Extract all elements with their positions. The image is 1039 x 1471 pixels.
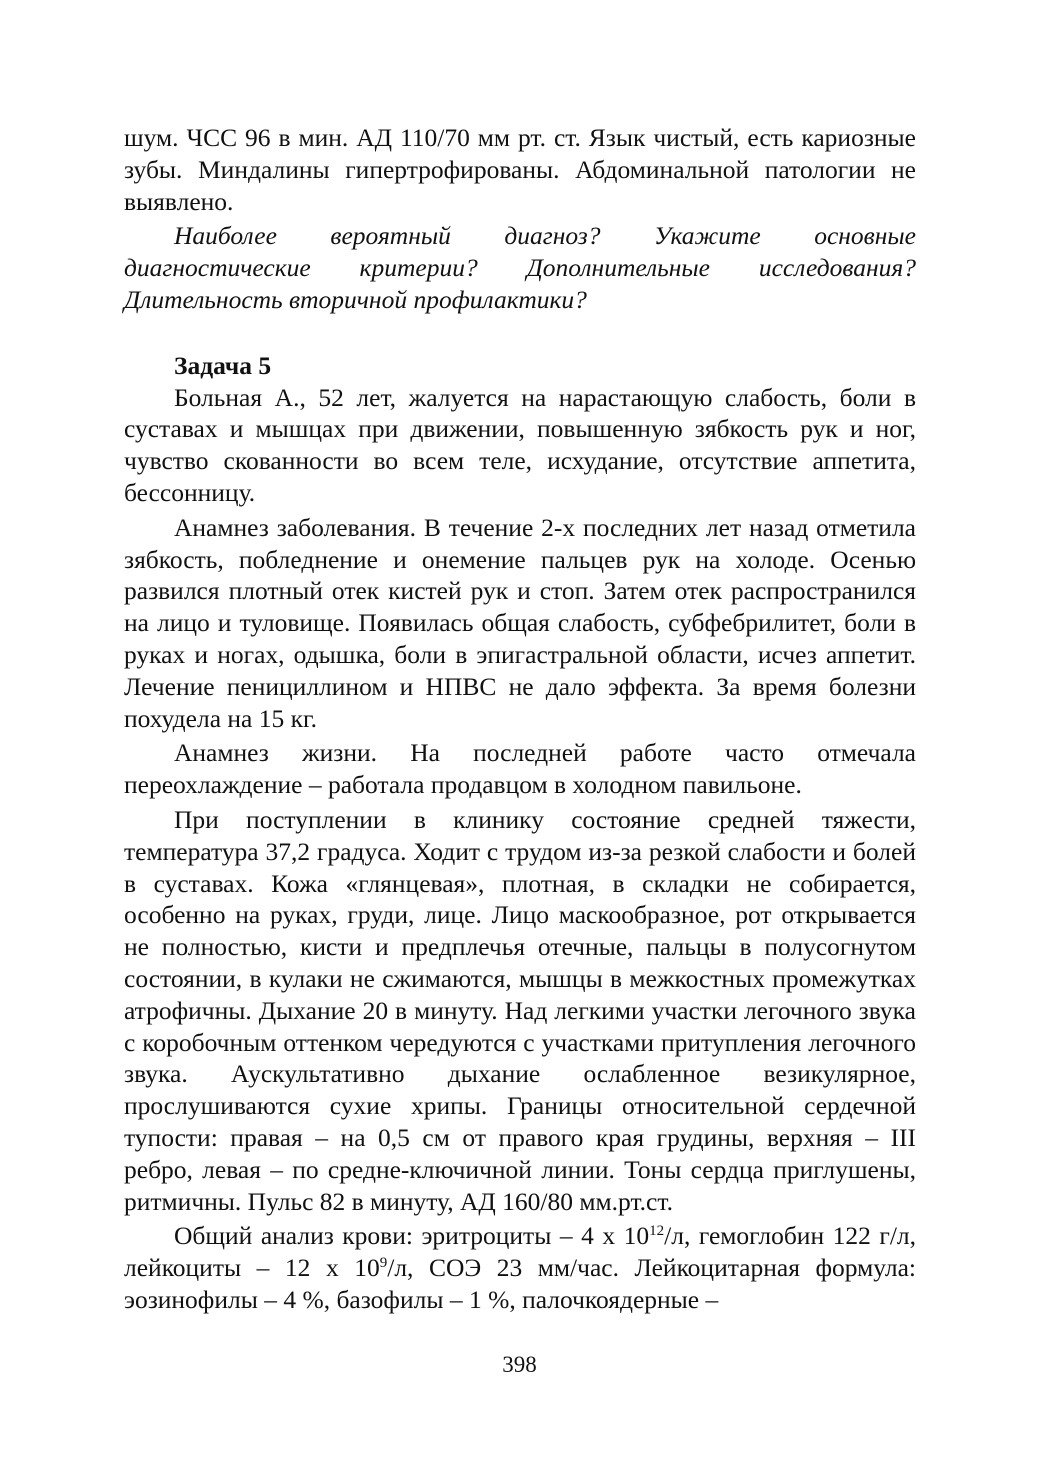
task-questions: Наиболее вероятный диагноз? Укажите основные диагностические критерии? Дополнительные исследования? Длительность вторичной профилактики? (124, 221, 916, 314)
blood-exponent-1: 12 (649, 1223, 665, 1240)
admission-paragraph: При поступлении в клинику состояние средней тяжести, температура 37,2 градуса. Ходит с трудом из-за резкой слабости и болей в суставах. Кожа «глянцевая», плотная, в складки не собирается, особенно на руках, груди, лице. Лицо маскообразное, рот открывается не полностью, кисти и предплечья отечные, пальцы в полусогнутом состоянии, в кулаки не сжимаются, мышцы в межкостных промежутках атрофичны. Дыхание 20 в минуту. Над легкими участки легочного звука с коробочным оттенком чередуются с участками притупления легочного звука. Аускультативно дыхание ослабленное везикулярное, прослушиваются сухие хрипы. Границы относительной сердечной тупости: правая – на 0,5 см от правого края грудины, верхняя – III ребро, левая – по средне-ключичной линии. Тоны сердца приглушены, ритмичны. Пульс 82 в минуту, АД 160/80 мм.рт.ст. (124, 804, 916, 1216)
complaints-paragraph: Больная А., 52 лет, жалуется на нарастающую слабость, боли в суставах и мышцах при движении, повышенную зябкость рук и ног, чувство скованности во всем теле, исхудание, отсутствие аппетита, бессонницу. (124, 382, 916, 507)
blood-text-3: /л, СОЭ 23 мм/час. Лейкоцитарная формула: эозинофилы – 4 %, базофилы – 1 %, палочкоядерные – (124, 1253, 916, 1314)
disease-history-paragraph: Анамнез заболевания. В течение 2-х последних лет назад отметила зябкость, побледнение и онемение пальцев рук на холоде. Осенью развился плотный отек кистей рук и стоп. Затем отек распространился на лицо и туловище. Появилась общая слабость, субфебрилитет, боли в руках и ногах, одышка, боли в эпигастральной области, исчез аппетит. Лечение пенициллином и НПВС не дало эффекта. За время болезни похудела на 15 кг. (124, 512, 916, 733)
blood-test-paragraph (124, 1220, 916, 1315)
continuation-paragraph: шум. ЧСС 96 в мин. АД 110/70 мм рт. ст. Язык чистый, есть кариозные зубы. Миндалины гипертрофированы. Абдоминальной патологии не выявлено. (124, 123, 916, 216)
page-number: 398 (502, 1352, 537, 1377)
blood-exponent-2: 9 (379, 1255, 388, 1272)
blood-text-1: Общий анализ крови: эритроциты – 4 х 10 (174, 1221, 650, 1251)
life-history-paragraph: Анамнез жизни. На последней работе часто отмечала переохлаждение – работала продавцом в холодном павильоне. (124, 738, 916, 800)
blood-text-2: /л, гемоглобин 122 г/л, лейкоциты – 12 х 10 (124, 1221, 917, 1283)
task-heading: Задача 5 (174, 350, 272, 380)
page-body (124, 122, 916, 1316)
